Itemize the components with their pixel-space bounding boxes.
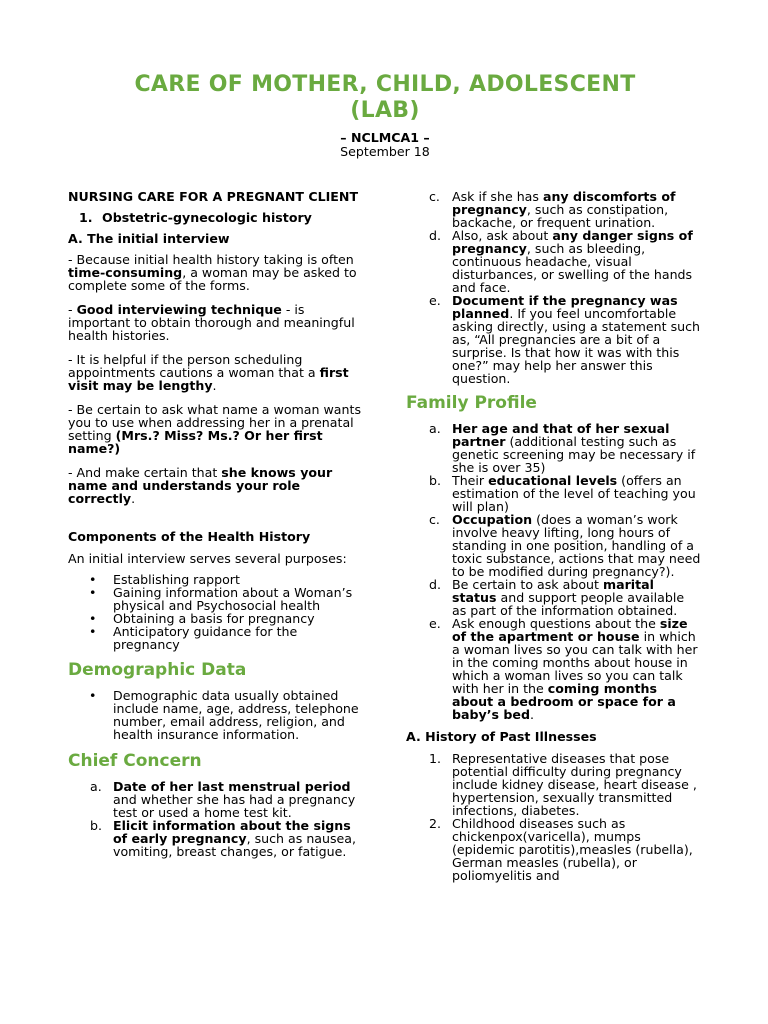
text-run: . [529, 707, 534, 722]
text-run: - [68, 302, 77, 317]
text-run: - And make certain that [68, 465, 222, 480]
list-marker: e. [429, 293, 441, 308]
text-run: and support people available as part of the information obtained. [452, 590, 685, 618]
bullet: • [89, 585, 97, 600]
list-item [429, 512, 702, 579]
bold-run: coming months about a bedroom or space for a baby’s bed [452, 681, 676, 722]
list-item-text: Obstetric-gynecologic history [102, 210, 312, 225]
list-marker: 1. [79, 210, 93, 225]
demographic-heading: Demographic Data [68, 660, 247, 680]
family-profile-list [406, 422, 702, 721]
bullet: • [89, 624, 97, 639]
list-marker: 1. [429, 751, 442, 766]
bold-run: marital status [452, 577, 654, 605]
text-run: , such as nausea, vomiting, breast changes, or fatigue. [113, 831, 357, 859]
list-item-text: Anticipatory guidance for the pregnancy [113, 624, 298, 652]
list-marker: a. [429, 421, 441, 436]
list-item [429, 751, 702, 818]
text-run: Ask if she has [452, 189, 543, 204]
list-marker: b. [90, 818, 102, 833]
past-illnesses-heading: A. History of Past Illnesses [406, 729, 597, 744]
document-date: September 18 [340, 144, 430, 159]
bold-run: any danger signs of pregnancy [452, 228, 693, 256]
text-run: - It is helpful if the person scheduling appointments cautions a woman that a [68, 352, 320, 380]
demographic-list [68, 689, 366, 741]
text-run: Ask enough questions about the [452, 616, 660, 631]
list-marker: d. [429, 577, 441, 592]
list-marker: c. [429, 189, 440, 204]
bullet: • [89, 688, 97, 703]
list-item [89, 624, 366, 652]
text-run: Also, ask about [452, 228, 553, 243]
bullet: • [89, 572, 97, 587]
list-item [429, 473, 702, 514]
initial-interview-heading: A. The initial interview [68, 231, 230, 246]
purposes-list [68, 573, 366, 651]
list-marker: b. [429, 473, 441, 488]
text-run: . If you feel uncomfortable asking directly, using a statement such as, “All pregnancies are a bit of a surprise. Is that how it was with this one?” may help her answer this question. [452, 306, 701, 386]
text-run: (additional testing such as genetic screening may be necessary if she is over 35) [452, 434, 696, 475]
bold-run: size of the apartment or house [452, 616, 688, 644]
list-marker: e. [429, 616, 441, 631]
list-item [429, 293, 702, 386]
list-item-text: Establishing rapport [113, 572, 240, 587]
bullet: • [89, 611, 97, 626]
list-marker: c. [429, 512, 440, 527]
list-item [429, 577, 702, 618]
list-item [429, 816, 702, 883]
bold-run: time-consuming [68, 265, 183, 280]
bold-run: Document if the pregnancy was planned [452, 293, 678, 321]
text-run: - Be certain to ask what name a woman wants you to use when addressing her in a prenatal setting [68, 402, 362, 443]
bold-run: any discomforts of pregnancy [452, 189, 676, 217]
list-item-text: Demographic data usually obtained include name, age, address, telephone number, email address, religion, and health insurance information. [113, 688, 359, 742]
bold-run: Her age and that of her sexual partner [452, 421, 670, 449]
title-line-1: CARE OF MOTHER, CHILD, ADOLESCENT [134, 72, 636, 97]
list-item-text: Gaining information about a Woman’s physical and Psychosocial health [113, 585, 353, 613]
bold-run: first visit may be lengthy [68, 365, 349, 393]
numbered-list [68, 211, 366, 224]
text-run: in which a woman lives so you can talk with her in the coming months about house in which a woman lives so you can talk with her in the [452, 629, 698, 696]
list-marker: a. [90, 779, 102, 794]
chief-concern-list [68, 780, 366, 858]
list-item [429, 189, 702, 230]
paragraph [68, 403, 366, 455]
text-run: . [131, 491, 136, 506]
paragraph [68, 253, 366, 292]
list-item [90, 818, 366, 859]
text-run: - Because initial health history taking is often [68, 252, 354, 267]
list-item [89, 688, 366, 742]
paragraph [68, 303, 366, 342]
paragraph [68, 466, 366, 505]
list-item [429, 421, 702, 475]
chief-concern-list-continued [406, 190, 702, 385]
text-run: - is important to obtain thorough and meaningful health histories. [68, 302, 355, 343]
list-item [90, 779, 366, 820]
text-run: Be certain to ask about [452, 577, 603, 592]
text-run: and whether she has had a pregnancy test or used a home test kit. [113, 792, 356, 820]
list-marker: 2. [429, 816, 442, 831]
text-run: , such as constipation, backache, or frequent urination. [452, 202, 669, 230]
bold-run: (Mrs.? Miss? Ms.? Or her first name?) [68, 428, 323, 456]
title-line-2: (LAB) [350, 98, 420, 123]
past-illnesses-list [406, 752, 702, 882]
bold-run: Elicit information about the signs of early pregnancy [113, 818, 351, 846]
text-run: Their [452, 473, 489, 488]
document-title [60, 72, 710, 124]
components-intro: An initial interview serves several purposes: [68, 551, 347, 566]
bold-run: she knows your name and understands your role correctly [68, 465, 333, 506]
section-title: NURSING CARE FOR A PREGNANT CLIENT [68, 189, 359, 204]
components-heading: Components of the Health History [68, 529, 311, 544]
list-item [89, 585, 366, 613]
bold-run: Date of her last menstrual period [113, 779, 351, 794]
list-item-text: Obtaining a basis for pregnancy [113, 611, 315, 626]
text-run: (does a woman’s work involve heavy lifting, long hours of standing in one position, handling of a toxic substance, actions that may need to be modified during pregnancy?). [452, 512, 701, 579]
list-item [79, 210, 366, 225]
text-run: (offers an estimation of the level of teaching you will plan) [452, 473, 696, 514]
bold-run: Occupation [452, 512, 533, 527]
paragraph [68, 353, 366, 392]
text-run: . [212, 378, 217, 393]
left-column [68, 190, 366, 858]
family-profile-heading: Family Profile [406, 393, 537, 413]
bold-run: educational levels [488, 473, 618, 488]
list-item [429, 228, 702, 295]
bold-run: Good interviewing technique [76, 302, 282, 317]
course-code: – NCLMCA1 – [340, 130, 430, 145]
text-run: , such as bleeding, continuous headache, visual disturbances, or swelling of the hands and face. [452, 241, 693, 295]
list-marker: d. [429, 228, 441, 243]
list-item [429, 616, 702, 722]
list-item-text: Representative diseases that pose potential difficulty during pregnancy include kidney disease, heart disease , hypertension, sexually transmitted infections, diabetes. [452, 751, 697, 818]
list-item-text: Childhood diseases such as chickenpox(varicella), mumps (epidemic parotitis),measles (rubella), German measles (rubella), or poliomyelitis and [452, 816, 693, 883]
text-run: , a woman may be asked to complete some of the forms. [68, 265, 357, 293]
right-column [406, 190, 702, 882]
chief-concern-heading: Chief Concern [68, 751, 202, 771]
